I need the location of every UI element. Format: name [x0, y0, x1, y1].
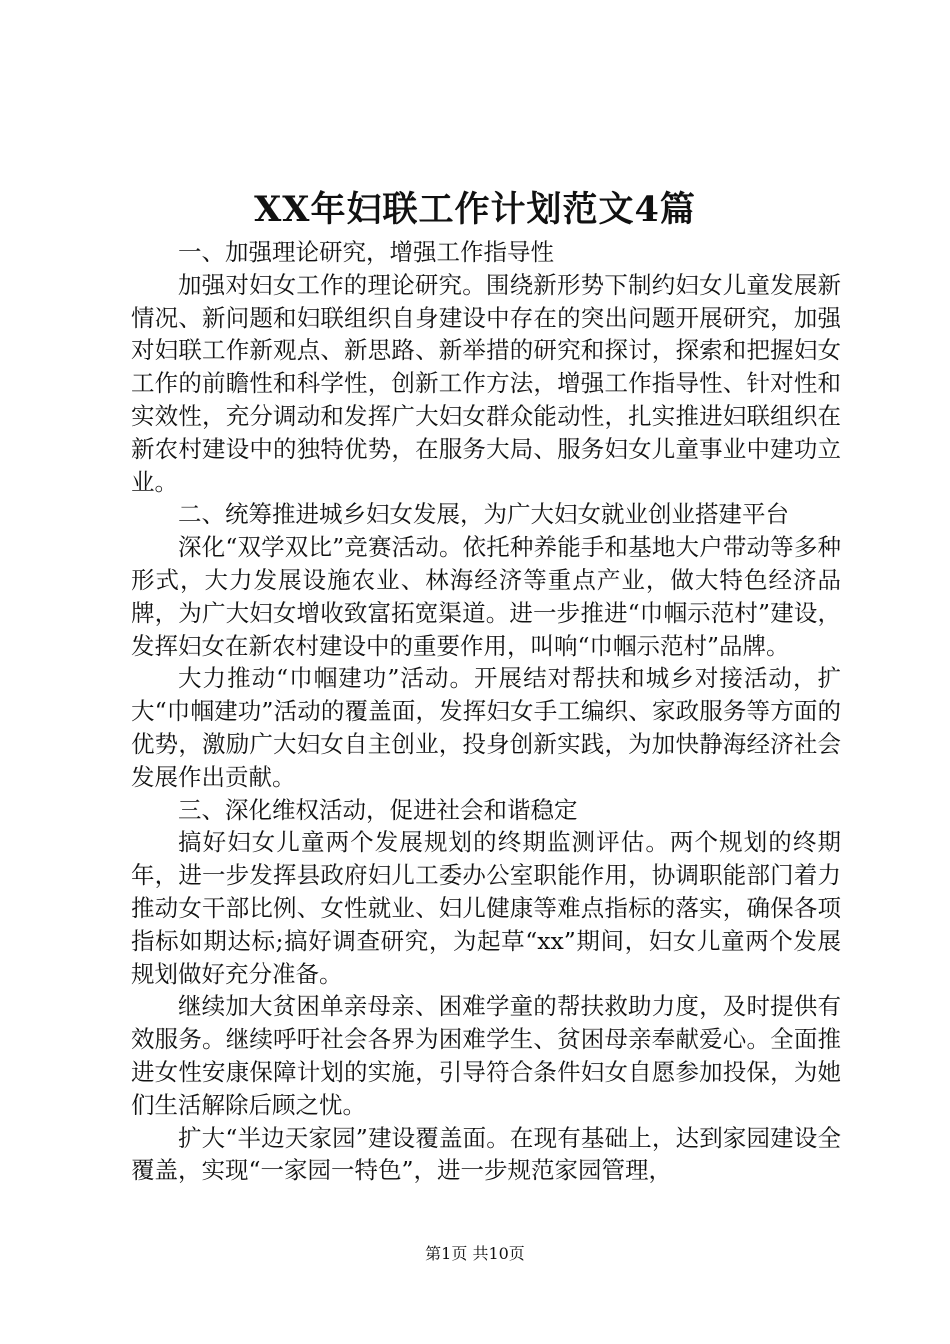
section-heading-1: 一、加强理论研究，增强工作指导性: [178, 238, 554, 266]
section-heading-3: 三、深化维权活动，促进社会和谐稳定: [178, 795, 578, 824]
document-title: XX年妇联工作计划范文4篇: [254, 189, 696, 230]
paragraph: 扩大“半边天家园”建设覆盖面。在现有基础上，达到家园建设全覆盖，实现“一家园一特色”，进一步规范家园管理，: [131, 1123, 841, 1185]
section-heading-2: 二、统筹推进城乡妇女发展，为广大妇女就业创业搭建平台: [178, 500, 789, 529]
page-footer: 第1页 共10页: [425, 1244, 525, 1263]
paragraph: 搞好妇女儿童两个发展规划的终期监测评估。两个规划的终期年，进一步发挥县政府妇儿工委办公室职能作用，协调职能部门着力推动女干部比例、女性就业、妇儿健康等难点指标的落实，确保各项指标如期达标;搞好调查研究，为起草“xx”期间，妇女儿童两个发展规划做好充分准备。: [131, 828, 841, 988]
document-body: [131, 236, 841, 1187]
paragraph: 大力推动“巾帼建功”活动。开展结对帮扶和城乡对接活动，扩大“巾帼建功”活动的覆盖面，发挥妇女手工编织、家政服务等方面的优势，激励广大妇女自主创业，投身创新实践，为加快静海经济社会发展作出贡献。: [131, 664, 841, 791]
paragraph: 加强对妇女工作的理论研究。围绕新形势下制约妇女儿童发展新情况、新问题和妇联组织自身建设中存在的突出问题开展研究，加强对妇联工作新观点、新思路、新举措的研究和探讨，探索和把握妇女工作的前瞻性和科学性，创新工作方法，增强工作指导性、针对性和实效性，充分调动和发挥广大妇女群众能动性，扎实推进妇联组织在新农村建设中的独特优势，在服务大局、服务妇女儿童事业中建功立业。: [131, 270, 841, 496]
paragraph: 继续加大贫困单亲母亲、困难学童的帮扶救助力度，及时提供有效服务。继续呼吁社会各界为困难学生、贫困母亲奉献爱心。全面推进女性安康保障计划的实施，引导符合条件妇女自愿参加投保，为她们生活解除后顾之忧。: [131, 992, 841, 1119]
paragraph: 深化“双学双比”竞赛活动。依托种养能手和基地大户带动等多种形式，大力发展设施农业、林海经济等重点产业，做大特色经济品牌，为广大妇女增收致富拓宽渠道。进一步推进“巾帼示范村”建设，发挥妇女在新农村建设中的重要作用，叫响“巾帼示范村”品牌。: [131, 533, 841, 660]
